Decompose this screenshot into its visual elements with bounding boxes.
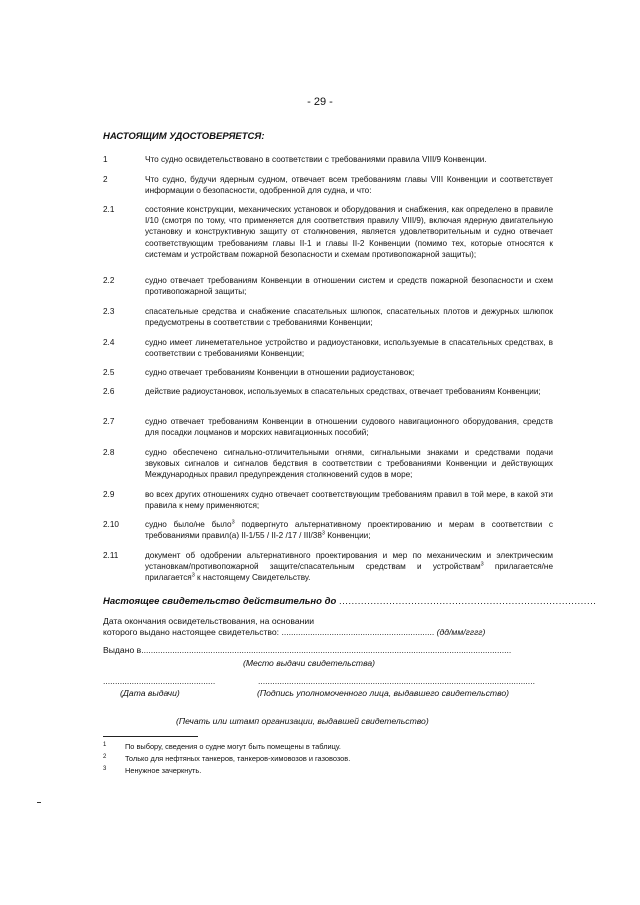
list-item — [103, 416, 553, 438]
signature-caption: (Подпись уполномоченного лица, выдавшего свидетельство) — [257, 688, 510, 698]
list-item — [103, 174, 553, 196]
footnote — [103, 754, 503, 764]
list-item — [103, 386, 553, 397]
footnote-text: По выбору, сведения о судне могут быть помещены в таблицу. — [125, 742, 341, 751]
item-number: 2.4 — [103, 338, 115, 347]
margin-mark — [37, 802, 41, 803]
item-number: 2.10 — [103, 520, 119, 529]
item-number: 2.8 — [103, 448, 115, 457]
certification-heading: НАСТОЯЩИМ УДОСТОВЕРЯЕТСЯ: — [103, 131, 265, 142]
item-text: Что судно, будучи ядерным судном, отвечает всем требованиям главы VIII Конвенции и соответствует информации о безопасности, одобренной для судна, и что: — [145, 175, 553, 196]
item-text: судно имеет линеметательное устройство и радиоустановки, используемые в спасательных средствах, в соответствии с требованиями Конвенции; — [145, 338, 553, 359]
footnote-text: Только для нефтяных танкеров, танкеров-химовозов и газовозов. — [125, 754, 351, 763]
item-text: судно отвечает требованиям Конвенции в отношении радиоустановок; — [145, 368, 415, 377]
item-number: 2.1 — [103, 205, 115, 214]
list-item — [103, 519, 553, 541]
item-text: состояние конструкции, механических установок и оборудования и снабжения, как определено в правиле I/10 (смотря по тому, что применяется для соответствия правилу VIII/9), включая ядерную двигательную установку и конструктивную защиту от столкновения, является удовлетворительным и судно отвечает соответствующим требованиям главы II-1 и главы II-2 Конвенции (помимо тех, которые относятся к системам и устройствам пожарной безопасности и схемам противопожарной защиты); — [145, 205, 553, 259]
issued-at-fill-line[interactable]: ........................................................................................................................................................... — [141, 645, 512, 655]
footnote-number: 1 — [103, 742, 107, 748]
list-item — [103, 447, 553, 481]
seal-caption: (Печать или штамп организации, выдавшей свидетельство) — [176, 716, 429, 726]
list-item — [103, 337, 553, 359]
validity-line — [103, 596, 597, 607]
footnote-ref: 3 — [191, 572, 195, 579]
survey-date-fill-line[interactable]: ................................................................ — [281, 627, 435, 637]
list-item — [103, 204, 553, 260]
list-item — [103, 367, 553, 378]
item-number: 2.3 — [103, 307, 115, 316]
issue-date-fill-line[interactable]: ............................................... — [103, 676, 216, 686]
survey-date-label-1: Дата окончания освидетельствования, на основании — [103, 616, 315, 626]
survey-date-line — [103, 627, 553, 638]
footnote-text: Ненужное зачеркнуть. — [125, 766, 202, 775]
list-item — [103, 489, 553, 511]
item-number: 2.7 — [103, 417, 115, 426]
item-text: документ об одобрении альтернативного проектирования и мер по механическим и электрическим установкам/противопожарной защите/спасательным средствам и устройствам$^3$ прилагается/не прилагается$^3$ к настоящему Свидетельству. — [145, 551, 554, 583]
issued-at-label: Выдано в — [103, 645, 142, 655]
item-number: 2.5 — [103, 368, 115, 377]
list-item — [103, 306, 553, 328]
item-number: 2.9 — [103, 490, 115, 499]
item-text: судно было/не было$^3$ подвергнуто альтернативному проектированию и мерам в соответствии с требованиями правил(а) II-1/55 / II-2 /17 / III/$38^3$ Конвенции; — [145, 519, 553, 541]
item-number: 2.6 — [103, 387, 115, 396]
page-number: - 29 - — [307, 96, 333, 108]
date-caption: (Дата выдачи) — [120, 688, 180, 698]
item-number: 2.2 — [103, 276, 115, 285]
item-text: судно отвечает требованиям Конвенции в отношении систем и средств пожарной безопасности и схем противопожарной защиты; — [145, 276, 553, 297]
item-text: во всех других отношениях судно отвечает соответствующим требованиям правил в той мере, в какой эти правила к нему применяются; — [145, 490, 553, 511]
item-number: 2.11 — [103, 551, 119, 560]
list-item — [103, 154, 553, 165]
footnote-ref: 3 — [231, 519, 235, 526]
item-text: Что судно освидетельствовано в соответствии с требованиями правила VIII/9 Конвенции. — [145, 155, 487, 164]
footnote-ref: 3 — [321, 530, 325, 537]
signature-fill-line[interactable]: .................................................................................................................... — [258, 676, 535, 686]
footnote-number: 2 — [103, 754, 107, 760]
item-text: действие радиоустановок, используемых в спасательных средствах, отвечает требованиям Конвенции; — [145, 387, 541, 396]
item-number: 2 — [103, 175, 108, 184]
survey-date-label-2: которого выдано настоящее свидетельство: — [103, 627, 280, 637]
footnote — [103, 766, 503, 776]
item-text: спасательные средства и снабжение спасательных шлюпок, спасательных плотов и дежурных шлюпок предусмотрены в соответствии с требованиями Конвенции; — [145, 307, 553, 328]
footnote-separator — [103, 736, 198, 737]
date-format-hint: (дд/мм/гггг) — [436, 627, 486, 637]
list-item — [103, 275, 553, 297]
list-item — [103, 550, 553, 584]
footnote — [103, 742, 503, 752]
issued-at-line — [103, 645, 535, 656]
item-number: 1 — [103, 155, 108, 164]
item-text: судно обеспечено сигнально-отличительными огнями, сигнальными знаками и средствами подачи звуковых сигналов и сигналов бедствия в соответствии с требованиями Конвенции и действующих Международных правил предупреждения столкновений судов в море; — [145, 448, 553, 480]
validity-label: Настоящее свидетельство действительно до — [103, 596, 337, 607]
validity-fill-line[interactable]: .................................................................................. — [338, 596, 597, 607]
place-caption: (Место выдачи свидетельства) — [243, 658, 376, 668]
footnote-ref: 3 — [480, 561, 484, 568]
footnote-number: 3 — [103, 766, 107, 772]
item-text: судно отвечает требованиям Конвенции в отношении судового навигационного оборудования, средств для посадки лоцманов и морских навигационных пособий; — [145, 417, 553, 438]
